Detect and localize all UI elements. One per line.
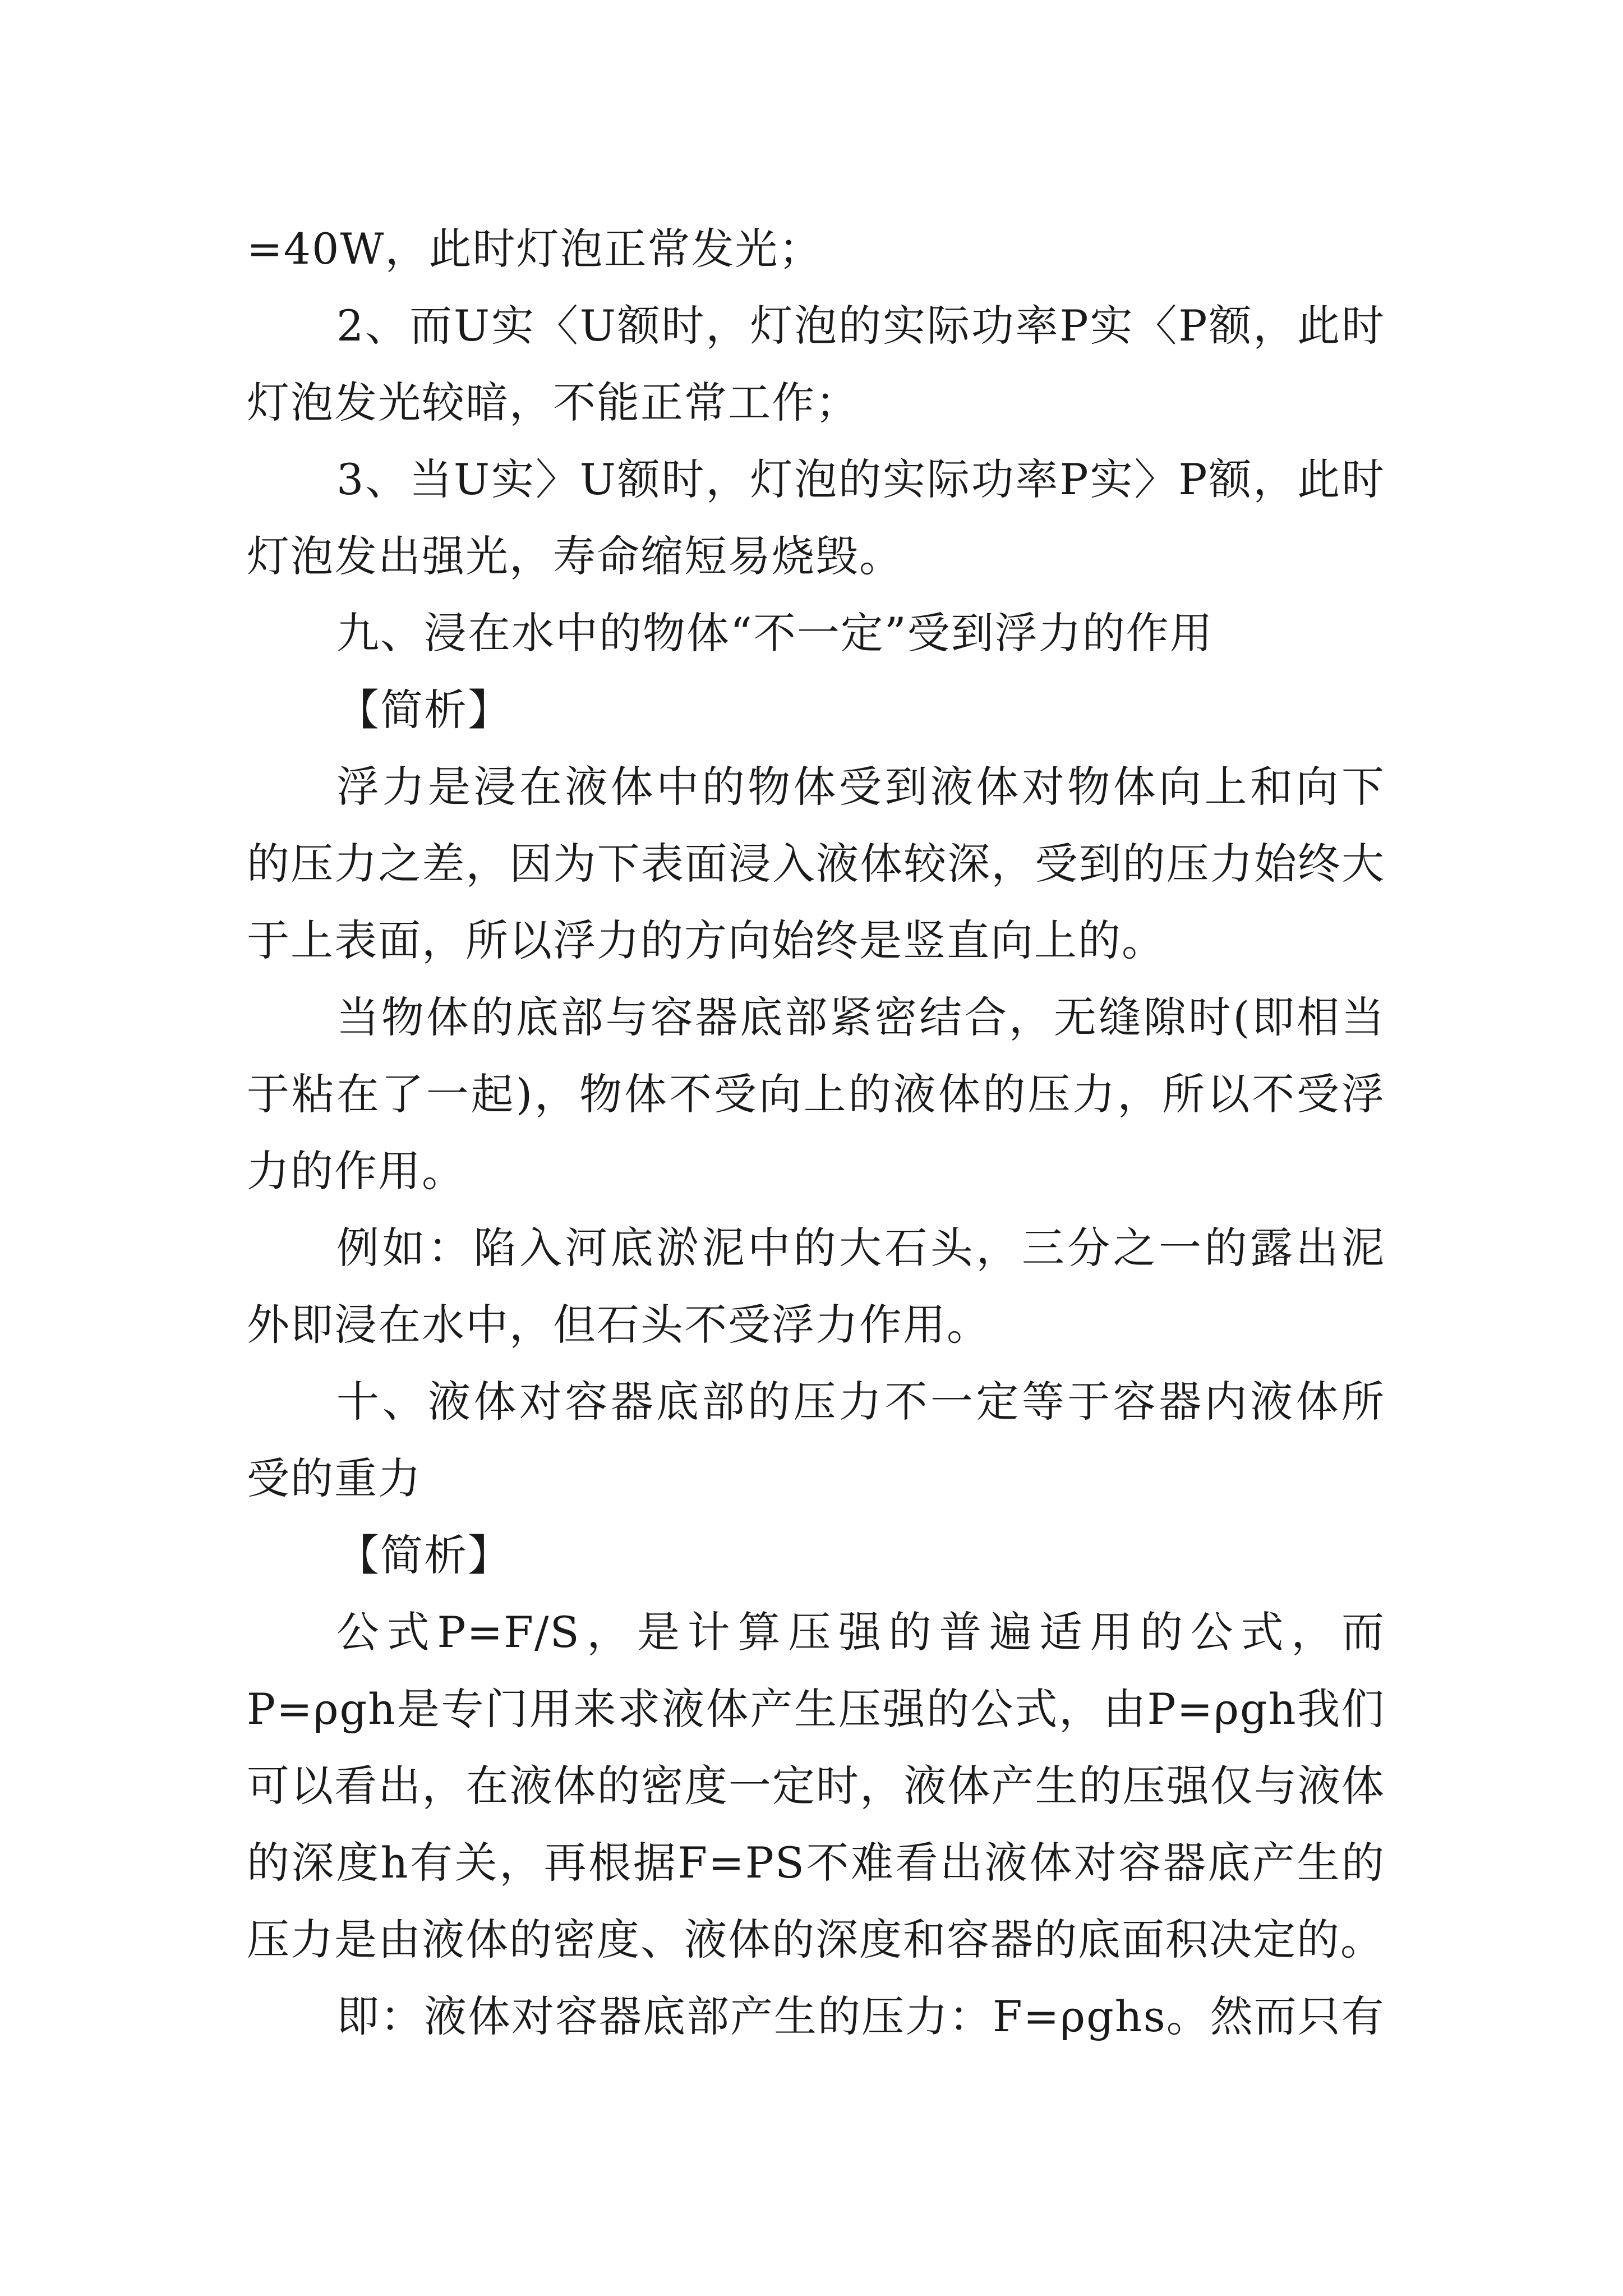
paragraph-3: 3、当U实〉U额时，灯泡的实际功率P实〉P额，此时灯泡发出强光，寿命缩短易烧毁。: [247, 454, 1385, 581]
paragraph-12: 即：液体对容器底部产生的压力：F=ρghs。然而只有: [336, 1991, 1385, 2041]
paragraph-8: 例如：陷入河底淤泥中的大石头，三分之一的露出泥外即浸在水中，但石头不受浮力作用。: [247, 1223, 1385, 1350]
document-body: [247, 210, 1385, 2055]
paragraph-11: 公式P=F/S，是计算压强的普遍适用的公式，而P=ρgh是专门用来求液体产生压强的公式，由P=ρgh我们可以看出，在液体的密度一定时，液体产生的压强仅与液体的深度h有关，再根据F=PS不难看出液体对容器底产生的压力是由液体的密度、液体的深度和容器的底面积决定的。: [247, 1607, 1385, 1964]
analysis-label-1: 【简析】: [336, 685, 511, 735]
paragraph-1: =40W，此时灯泡正常发光；: [247, 224, 823, 274]
paragraph-6: 浮力是浸在液体中的物体受到液体对物体向上和向下的压力之差，因为下表面浸入液体较深，受到的压力始终大于上表面，所以浮力的方向始终是竖直向上的。: [247, 762, 1385, 965]
section-heading-10: 十、液体对容器底部的压力不一定等于容器内液体所受的重力: [247, 1377, 1385, 1503]
section-heading-9: 九、浸在水中的物体“不一定”受到浮力的作用: [336, 608, 1214, 658]
analysis-label-2: 【简析】: [336, 1530, 511, 1580]
paragraph-2: 2、而U实〈U额时，灯泡的实际功率P实〈P额，此时灯泡发光较暗，不能正常工作；: [247, 301, 1385, 427]
paragraph-7: 当物体的底部与容器底部紧密结合，无缝隙时(即相当于粘在了一起)，物体不受向上的液体的压力，所以不受浮力的作用。: [247, 992, 1385, 1196]
